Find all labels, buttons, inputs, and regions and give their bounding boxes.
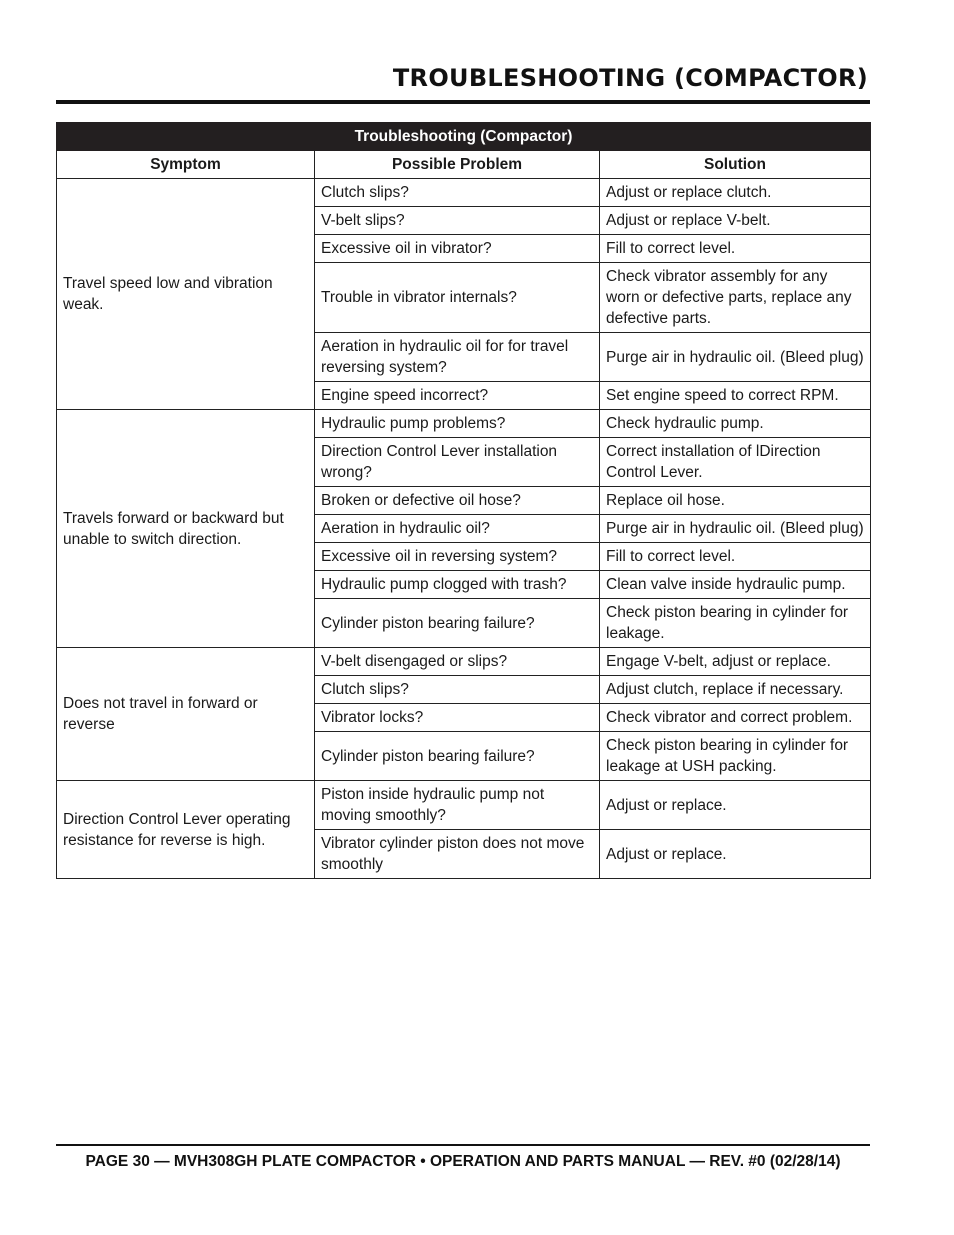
- possible-problem-cell: Aeration in hydraulic oil?: [315, 515, 600, 543]
- table-row: [57, 781, 871, 830]
- possible-problem-cell: Piston inside hydraulic pump not moving smoothly?: [315, 781, 600, 830]
- solution-cell: Adjust or replace clutch.: [600, 179, 871, 207]
- table-body: [57, 179, 871, 879]
- solution-cell: Check piston bearing in cylinder for leakage.: [600, 599, 871, 648]
- footer-rule: [56, 1144, 870, 1146]
- page-footer: PAGE 30 — MVH308GH PLATE COMPACTOR • OPERATION AND PARTS MANUAL — REV. #0 (02/28/14): [85, 1153, 841, 1170]
- solution-cell: Correct installation of lDirection Control Lever.: [600, 438, 871, 487]
- troubleshooting-table: [56, 122, 871, 879]
- table-caption: Troubleshooting (Compactor): [57, 123, 871, 151]
- column-header-symptom: Symptom: [57, 151, 315, 179]
- possible-problem-cell: Hydraulic pump clogged with trash?: [315, 571, 600, 599]
- symptom-cell: Does not travel in forward or reverse: [57, 648, 315, 781]
- solution-cell: Engage V-belt, adjust or replace.: [600, 648, 871, 676]
- possible-problem-cell: Trouble in vibrator internals?: [315, 263, 600, 333]
- title-rule: [56, 100, 870, 104]
- possible-problem-cell: Clutch slips?: [315, 179, 600, 207]
- solution-cell: Check vibrator assembly for any worn or defective parts, replace any defective parts.: [600, 263, 871, 333]
- table-row: [57, 648, 871, 676]
- column-header-possible-problem: Possible Problem: [315, 151, 600, 179]
- possible-problem-cell: Cylinder piston bearing failure?: [315, 732, 600, 781]
- solution-cell: Clean valve inside hydraulic pump.: [600, 571, 871, 599]
- solution-cell: Purge air in hydraulic oil. (Bleed plug): [600, 333, 871, 382]
- table-row: [57, 179, 871, 207]
- solution-cell: Replace oil hose.: [600, 487, 871, 515]
- possible-problem-cell: Excessive oil in reversing system?: [315, 543, 600, 571]
- solution-cell: Adjust or replace.: [600, 830, 871, 879]
- symptom-cell: Travel speed low and vibration weak.: [57, 179, 315, 410]
- possible-problem-cell: Engine speed incorrect?: [315, 382, 600, 410]
- possible-problem-cell: Aeration in hydraulic oil for for travel reversing system?: [315, 333, 600, 382]
- possible-problem-cell: V-belt disengaged or slips?: [315, 648, 600, 676]
- possible-problem-cell: Broken or defective oil hose?: [315, 487, 600, 515]
- possible-problem-cell: Cylinder piston bearing failure?: [315, 599, 600, 648]
- solution-cell: Check hydraulic pump.: [600, 410, 871, 438]
- solution-cell: Check piston bearing in cylinder for leakage at USH packing.: [600, 732, 871, 781]
- possible-problem-cell: V-belt slips?: [315, 207, 600, 235]
- solution-cell: Fill to correct level.: [600, 543, 871, 571]
- possible-problem-cell: Vibrator cylinder piston does not move smoothly: [315, 830, 600, 879]
- possible-problem-cell: Excessive oil in vibrator?: [315, 235, 600, 263]
- table-row: [57, 410, 871, 438]
- symptom-cell: Travels forward or backward but unable to switch direction.: [57, 410, 315, 648]
- solution-cell: Adjust clutch, replace if necessary.: [600, 676, 871, 704]
- solution-cell: Adjust or replace.: [600, 781, 871, 830]
- page-title: TROUBLESHOOTING (COMPACTOR): [392, 64, 868, 92]
- possible-problem-cell: Hydraulic pump problems?: [315, 410, 600, 438]
- solution-cell: Fill to correct level.: [600, 235, 871, 263]
- symptom-cell: Direction Control Lever operating resistance for reverse is high.: [57, 781, 315, 879]
- solution-cell: Set engine speed to correct RPM.: [600, 382, 871, 410]
- possible-problem-cell: Vibrator locks?: [315, 704, 600, 732]
- possible-problem-cell: Direction Control Lever installation wrong?: [315, 438, 600, 487]
- column-header-solution: Solution: [600, 151, 871, 179]
- solution-cell: Adjust or replace V-belt.: [600, 207, 871, 235]
- solution-cell: Check vibrator and correct problem.: [600, 704, 871, 732]
- solution-cell: Purge air in hydraulic oil. (Bleed plug): [600, 515, 871, 543]
- possible-problem-cell: Clutch slips?: [315, 676, 600, 704]
